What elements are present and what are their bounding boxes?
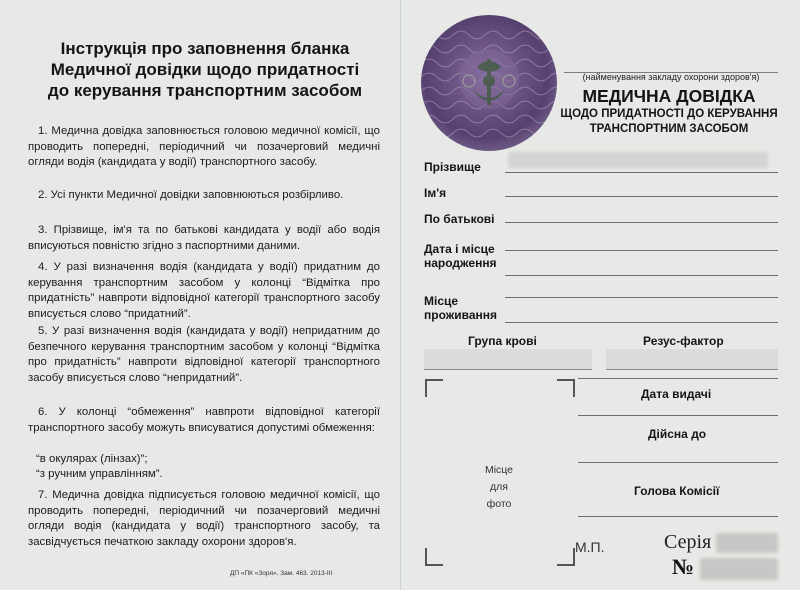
fold-line (400, 0, 401, 590)
instruction-paragraph-1: 1. Медична довідка заповнюється головою медичної комісії, що проводить попередні, періодичний чи позачерговий медичні огляди водія (кандидата у водії) транспортного засобу. (28, 125, 380, 168)
institution-caption: (найменування закладу охорони здоров'я) (582, 72, 760, 82)
instructions-title-line: Медичної довідки щодо придатності (50, 60, 360, 79)
instruction-restriction-1: “в окулярах (лінзах)”; (36, 453, 148, 465)
instruction-paragraph-2: 2. Усі пункти Медичної довідки заповнюються розбірливо. (38, 189, 344, 201)
birth-label-line-1: Дата і місце (424, 242, 495, 256)
name-field[interactable] (505, 196, 778, 197)
rh-factor-field[interactable] (606, 349, 778, 370)
hologram-seal-icon (421, 15, 557, 151)
surname-label: Прізвище (424, 160, 481, 174)
number-value-redacted (700, 558, 778, 580)
birth-field-2[interactable] (505, 275, 778, 276)
surname-field[interactable] (505, 172, 778, 173)
printer-imprint: ДП «ПК «Зоря». Зам. 463. 2013-III (230, 570, 333, 577)
photo-corner-bottom-left (425, 548, 443, 566)
blood-group-label: Група крові (468, 334, 537, 348)
residence-label-line-2: проживання (424, 308, 498, 322)
photo-corner-top-left (425, 379, 443, 397)
residence-field-1[interactable] (505, 297, 778, 298)
instruction-paragraph-3: 3. Прізвище, ім'я та по батькові кандидата у водії або водія вписуються повністю згідно з паспортними даними. (28, 224, 380, 252)
residence-field-2[interactable] (505, 322, 778, 323)
patronymic-field[interactable] (505, 222, 778, 223)
stamp-place-label: М.П. (575, 539, 605, 555)
name-label: Ім'я (424, 186, 447, 200)
instructions-title-line: Інструкція про заповнення бланка (60, 39, 350, 58)
birth-field-1[interactable] (505, 250, 778, 251)
instruction-paragraph-5: 5. У разі визначення водія (кандидата у водії) непридатним до безпечного керування транспортним засобом у колонці “Відмітка про придатність” навпроти відповідної категорії транспортного засобу вписується слово “непридатний”. (28, 325, 380, 384)
series-label: Серія (664, 531, 712, 553)
certificate-subtitle-line-2: ТРАНСПОРТНИМ ЗАСОБОМ (589, 123, 749, 135)
surname-value-redacted (508, 152, 768, 168)
certificate-subtitle-line-1: ЩОДО ПРИДАТНОСТІ ДО КЕРУВАННЯ (560, 108, 778, 120)
photo-corner-bottom-right (557, 548, 575, 566)
photo-corner-top-right (557, 379, 575, 397)
valid-until-label: Дійсна до (648, 427, 707, 441)
residence-label-line-1: Місце (424, 294, 459, 308)
certificate-title: МЕДИЧНА ДОВІДКА (582, 86, 756, 106)
patronymic-label: По батькові (424, 212, 495, 226)
line-before-issue-date (578, 378, 778, 379)
photo-placeholder-line: фото (486, 498, 512, 510)
issue-date-field[interactable] (578, 415, 778, 416)
instruction-paragraph-7: 7. Медична довідка підписується головою медичної комісії, що проводить попередні, періодичний чи позачерговий медичні огляди водія (кандидата у водії) транспортного засобу, та засвідчується печаткою закладу охорони здоров'я. (28, 489, 380, 548)
rh-factor-label: Резус-фактор (643, 334, 724, 348)
instruction-restriction-2: “з ручним управлінням”. (36, 468, 163, 480)
issue-date-label: Дата видачі (641, 387, 712, 401)
photo-placeholder (478, 462, 520, 513)
commission-head-label: Голова Комісії (634, 484, 720, 498)
instructions-title (20, 38, 390, 101)
photo-placeholder-line: Місце (484, 464, 514, 476)
valid-until-field[interactable] (578, 462, 778, 463)
series-value-redacted (716, 533, 778, 553)
photo-placeholder-line: для (490, 481, 508, 493)
instruction-paragraph-6: 6. У колонці “обмеження” навпроти відповідної категорії транспортного засобу можуть вписуватися допустимі обмеження: (28, 406, 380, 434)
commission-head-signature-field[interactable] (578, 516, 778, 517)
instructions-title-line: до керування транспортним засобом (47, 81, 363, 100)
blood-group-field[interactable] (424, 349, 592, 370)
birth-label-line-2: народження (424, 256, 497, 270)
number-sign: № (672, 554, 695, 579)
instruction-paragraph-4: 4. У разі визначення водія (кандидата у водії) придатним до керування транспортним засобом у колонці “Відмітка про придатність” навпроти відповідної категорії транспортного засобу вписується слово “придатний”. (28, 261, 380, 320)
